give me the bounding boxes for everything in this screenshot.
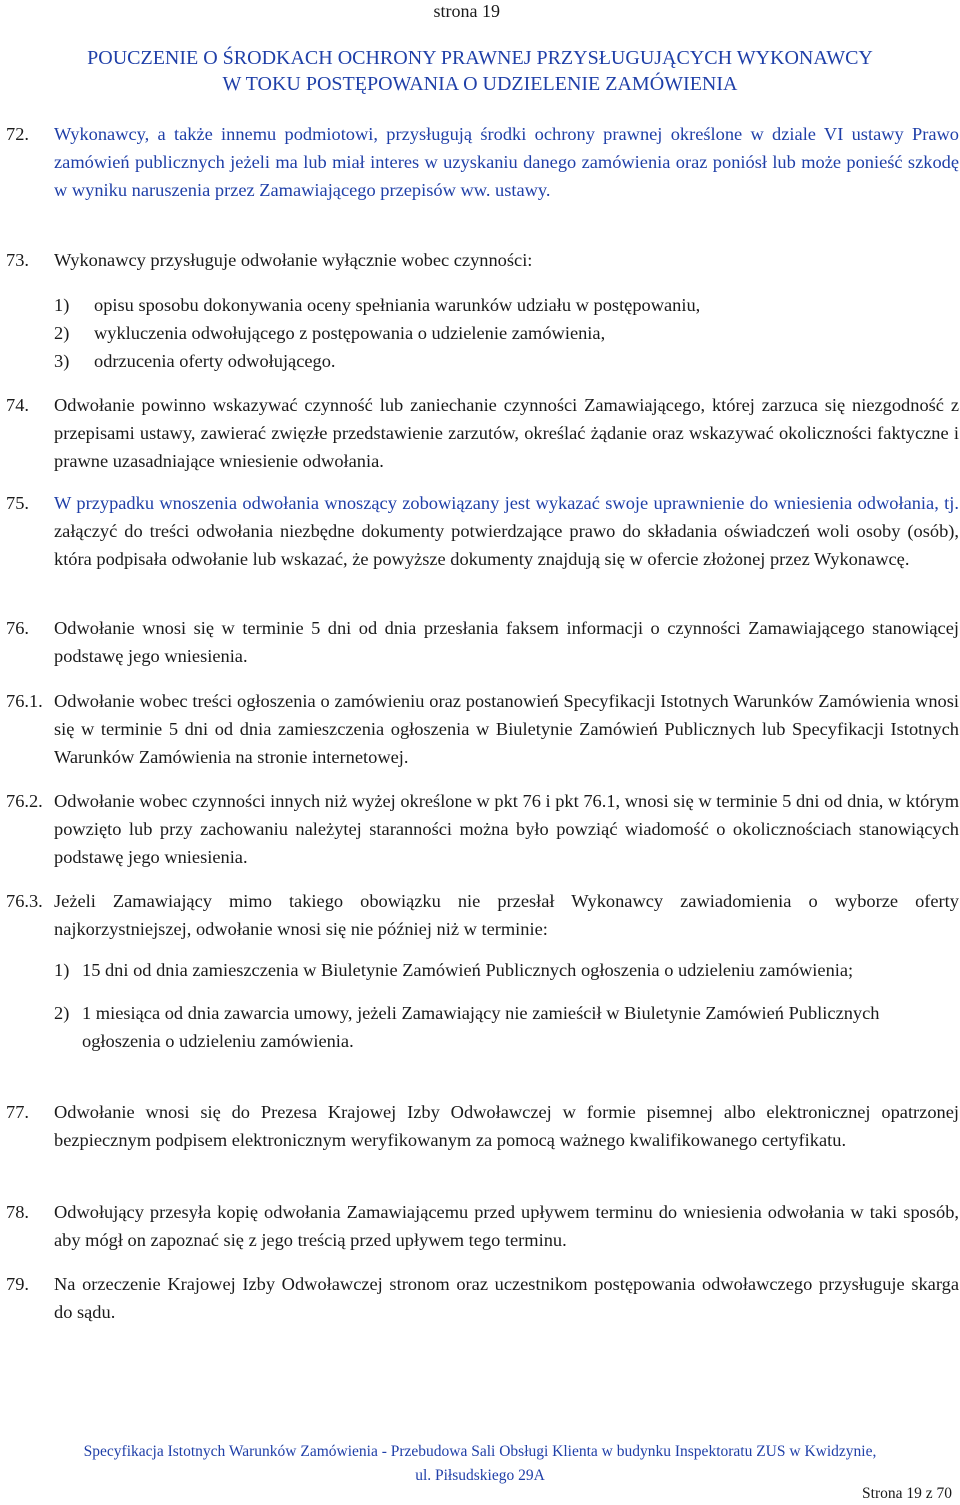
section-number: 73. bbox=[6, 250, 29, 270]
title-line-2: W TOKU POSTĘPOWANIA O UDZIELENIE ZAMÓWIENIA bbox=[222, 73, 738, 95]
title-line-1: POUCZENIE O ŚRODKACH OCHRONY PRAWNEJ PRZYSŁUGUJĄCYCH WYKONAWCY bbox=[87, 47, 873, 69]
page-footer bbox=[0, 1440, 960, 1488]
page-number-top: strona 19 bbox=[433, 1, 500, 21]
section-text: Odwołanie wnosi się w terminie 5 dni od dnia przesłania faksem informacji o czynności Zamawiającego stanowiącej podstawę jego wniesienia. bbox=[54, 618, 959, 666]
list-item: 1) opisu sposobu dokonywania oceny spełniania warunków udziału w postępowaniu, bbox=[54, 295, 701, 315]
footer-line-1: Specyfikacja Istotnych Warunków Zamówienia - Przebudowa Sali Obsługi Klienta w budynku Inspektoratu ZUS w Kwidzynie, bbox=[83, 1443, 877, 1460]
section-text: W przypadku wnoszenia odwołania wnoszący zobowiązany jest wykazać swoje uprawnienie do wniesienia odwołania, tj. załączyć do treści odwołania niezbędne dokumenty potwierdzające prawo do składania oświadczeń woli osoby (osób), która podpisała odwołanie lub wskazać, że powyższe dokumenty znajdują się w ofercie złożonej przez Wykonawcę. bbox=[54, 493, 959, 569]
section-number: 76.2. bbox=[6, 791, 43, 811]
section-number: 74. bbox=[6, 395, 29, 415]
list-item: 1) 15 dni od dnia zamieszczenia w Biuletynie Zamówień Publicznych ogłoszenia o udzieleniu zamówienia; bbox=[54, 960, 854, 980]
section-text: Jeżeli Zamawiający mimo takiego obowiązku nie przesłał Wykonawcy zawiadomienia o wyborze oferty najkorzystniejszej, odwołanie wnosi się nie później niż w terminie: bbox=[54, 891, 959, 939]
section-text: Odwołujący przesyła kopię odwołania Zamawiającemu przed upływem terminu do wniesienia odwołania w taki sposób, aby mógł on zapoznać się z jego treścią przed upływem tego terminu. bbox=[54, 1202, 959, 1250]
section-text: Odwołanie powinno wskazywać czynność lub zaniechanie czynności Zamawiającego, której zarzuca się niezgodność z przepisami ustawy, zawierać zwięzłe przedstawienie zarzutów, określać żądanie oraz wskazywać okoliczności faktyczne i prawne uzasadniające wniesienie odwołania. bbox=[54, 395, 959, 471]
section-number: 76. bbox=[6, 618, 29, 638]
list-item: 2) wykluczenia odwołującego z postępowania o udzielenie zamówienia, bbox=[54, 323, 606, 343]
section-text: Odwołanie wobec czynności innych niż wyżej określone w pkt 76 i pkt 76.1, wnosi się w terminie 5 dni od dnia, w którym powzięto lub przy zachowaniu należytej staranności można było powziąć wiadomość o okolicznościach stanowiących podstawę jego wniesienia. bbox=[54, 791, 959, 867]
list-item: 3) odrzucenia oferty odwołującego. bbox=[54, 351, 336, 371]
section-number: 76.3. bbox=[6, 891, 43, 911]
list-item: 2) 1 miesiąca od dnia zawarcia umowy, jeżeli Zamawiający nie zamieścił w Biuletynie Zamówień Publicznych ogłoszenia o udzieleniu zamówienia. bbox=[54, 1003, 880, 1051]
section-text: Wykonawcy przysługuje odwołanie wyłącznie wobec czynności: bbox=[54, 250, 533, 270]
section-number: 76.1. bbox=[6, 691, 43, 711]
list-76-3 bbox=[54, 956, 959, 1055]
section-number: 75. bbox=[6, 493, 29, 513]
section-text: Odwołanie wnosi się do Prezesa Krajowej Izby Odwoławczej w formie pisemnej albo elektronicznej opatrzonej bezpiecznym podpisem elektronicznym weryfikowanym za pomocą ważnego kwalifikowanego certyfikatu. bbox=[54, 1102, 959, 1150]
page-number-bottom: Strona 19 z 70 bbox=[862, 1485, 952, 1502]
section-number: 72. bbox=[6, 124, 29, 144]
document-title bbox=[0, 45, 960, 97]
section-number: 78. bbox=[6, 1202, 29, 1222]
section-text: Wykonawcy, a także innemu podmiotowi, przysługują środki ochrony prawnej określone w dziale VI ustawy Prawo zamówień publicznych jeżeli ma lub miał interes w uzyskaniu danego zamówienia oraz poniósł lub może ponieść szkodę w wyniku naruszenia przez Zamawiającego przepisów ww. ustawy. bbox=[54, 124, 959, 200]
section-number: 79. bbox=[6, 1274, 29, 1294]
section-text: Na orzeczenie Krajowej Izby Odwoławczej stronom oraz uczestnikom postępowania odwoławczego przysługuje skarga do sądu. bbox=[54, 1274, 959, 1322]
section-number: 77. bbox=[6, 1102, 29, 1122]
section-text: Odwołanie wobec treści ogłoszenia o zamówieniu oraz postanowień Specyfikacji Istotnych Warunków Zamówienia wnosi się w terminie 5 dni od dnia zamieszczenia ogłoszenia w Biuletynie Zamówień Publicznych lub Specyfikacji Istotnych Warunków Zamówienia na stronie internetowej. bbox=[54, 691, 959, 767]
list-73 bbox=[54, 291, 959, 375]
footer-line-2: ul. Piłsudskiego 29A bbox=[415, 1467, 545, 1484]
